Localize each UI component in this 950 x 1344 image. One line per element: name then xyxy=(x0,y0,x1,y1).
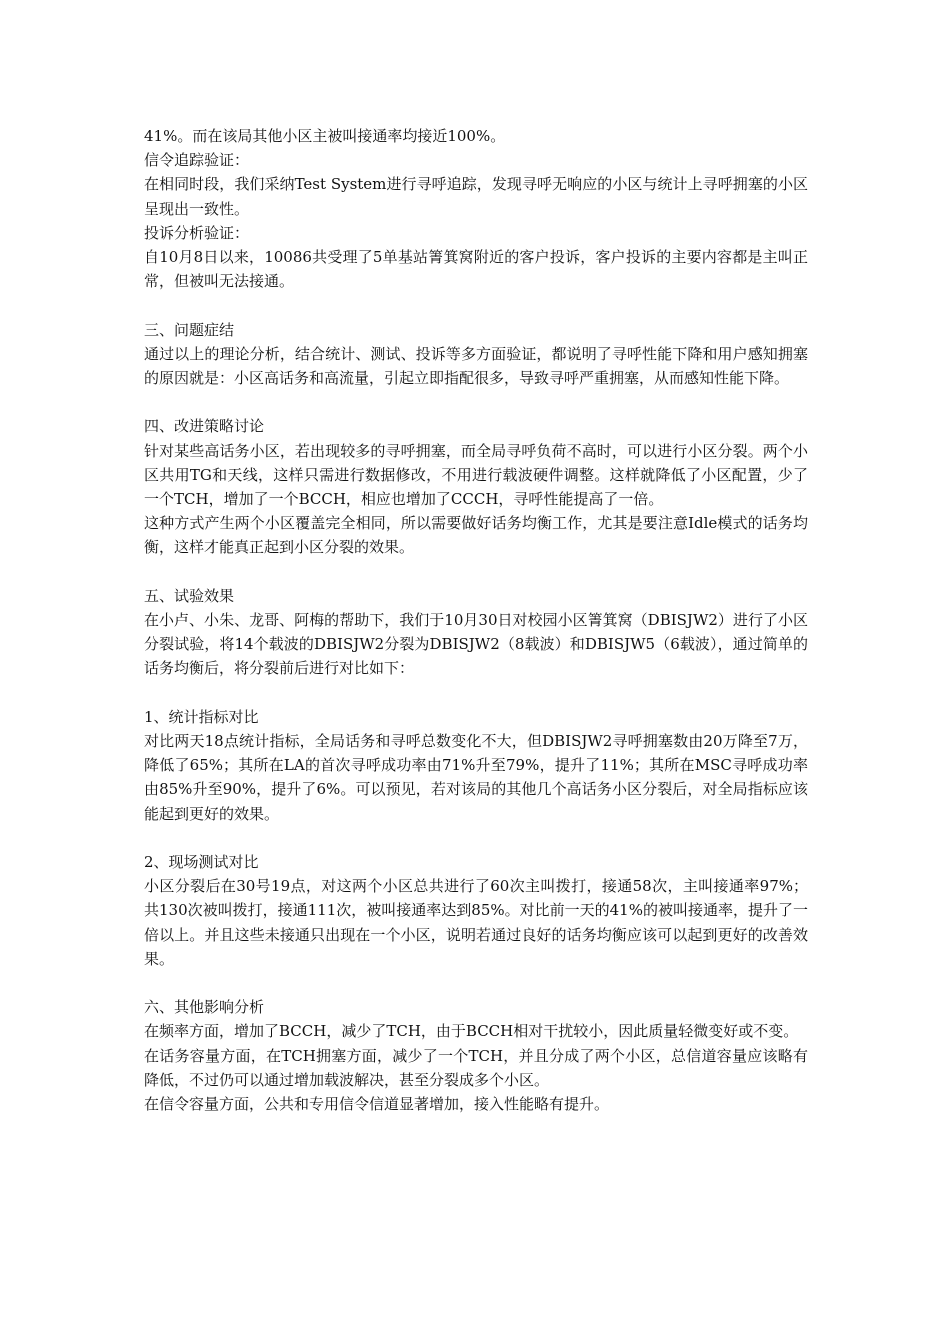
paragraph-complaint-body: 自10月8日以来，10086共受理了5单基站箐箕窝附近的客户投诉，客户投诉的主要内容都是主叫正常，但被叫无法接通。 xyxy=(144,248,808,291)
section-heading-3: 三、问题症结 xyxy=(144,320,235,339)
section-heading-6: 六、其他影响分析 xyxy=(144,998,265,1017)
document-page xyxy=(144,124,808,1116)
paragraph-trial: 在小卢、小朱、龙哥、阿梅的帮助下，我们于10月30日对校园小区箐箕窝（DBISJW2）进行了小区分裂试验，将14个载波的DBISJW2分裂为DBISJW2（8载波）和DBISJW5（6载波），通过简单的话务均衡后，将分裂前后进行对比如下： xyxy=(144,611,808,678)
subsection-heading-1: 1、统计指标对比 xyxy=(144,707,259,726)
blank-line xyxy=(144,681,808,705)
paragraph-field-test: 小区分裂后在30号19点，对这两个小区总共进行了60次主叫拨打，接通58次，主叫接通率97%；共130次被叫拨打，接通111次，被叫接通率达到85%。对比前一天的41%的被叫接通率，提升了一倍以上。并且这些未接通只出现在一个小区，说明若通过良好的话务均衡应该可以起到更好的改善效果。 xyxy=(144,877,808,968)
paragraph-signaling-title: 信令追踪验证： xyxy=(144,151,250,170)
blank-line xyxy=(144,826,808,850)
paragraph-signaling-capacity: 在信令容量方面，公共和专用信令信道显著增加，接入性能略有提升。 xyxy=(144,1095,610,1114)
paragraph-complaint-title: 投诉分析验证： xyxy=(144,223,250,242)
paragraph-strategy-2: 这种方式产生两个小区覆盖完全相同，所以需要做好话务均衡工作，尤其是要注意Idle模式的话务均衡，这样才能真正起到小区分裂的效果。 xyxy=(144,514,808,557)
paragraph-result-rate: 41%。而在该局其他小区主被叫接通率均接近100%。 xyxy=(144,127,506,145)
paragraph-strategy-1: 针对某些高话务小区，若出现较多的寻呼拥塞，而全局寻呼负荷不高时，可以进行小区分裂。两个小区共用TG和天线，这样只需进行数据修改，不用进行载波硬件调整。这样就降低了小区配置，少了一个TCH，增加了一个BCCH，相应也增加了CCCH，寻呼性能提高了一倍。 xyxy=(144,441,808,509)
blank-line xyxy=(144,293,808,317)
paragraph-frequency: 在频率方面，增加了BCCH，减少了TCH，由于BCCH相对干扰较小，因此质量轻微变好或不变。 xyxy=(144,1022,799,1041)
paragraph-capacity: 在话务容量方面，在TCH拥塞方面，减少了一个TCH，并且分成了两个小区，总信道容量应该略有降低，不过仍可以通过增加载波解决，甚至分裂成多个小区。 xyxy=(144,1046,808,1089)
blank-line xyxy=(144,560,808,584)
paragraph-conclusion: 通过以上的理论分析，结合统计、测试、投诉等多方面验证，都说明了寻呼性能下降和用户感知拥塞的原因就是：小区高话务和高流量，引起立即指配很多，导致寻呼严重拥塞，从而感知性能下降。 xyxy=(144,344,808,388)
blank-line xyxy=(144,390,808,414)
section-heading-4: 四、改进策略讨论 xyxy=(144,417,265,436)
section-heading-5: 五、试验效果 xyxy=(144,586,235,605)
subsection-heading-2: 2、现场测试对比 xyxy=(144,853,259,872)
blank-line xyxy=(144,971,808,995)
paragraph-stats: 对比两天18点统计指标，全局话务和寻呼总数变化不大，但DBISJW2寻呼拥塞数由20万降至7万，降低了65%；其所在LA的首次寻呼成功率由71%升至79%，提升了11%；其所在MSC寻呼成功率由85%升至90%，提升了6%。可以预见，若对该局的其他几个高话务小区分裂后，对全局指标应该能起到更好的效果。 xyxy=(144,732,808,823)
paragraph-signaling-body: 在相同时段，我们采纳Test System进行寻呼追踪，发现寻呼无响应的小区与统计上寻呼拥塞的小区呈现出一致性。 xyxy=(144,175,808,218)
